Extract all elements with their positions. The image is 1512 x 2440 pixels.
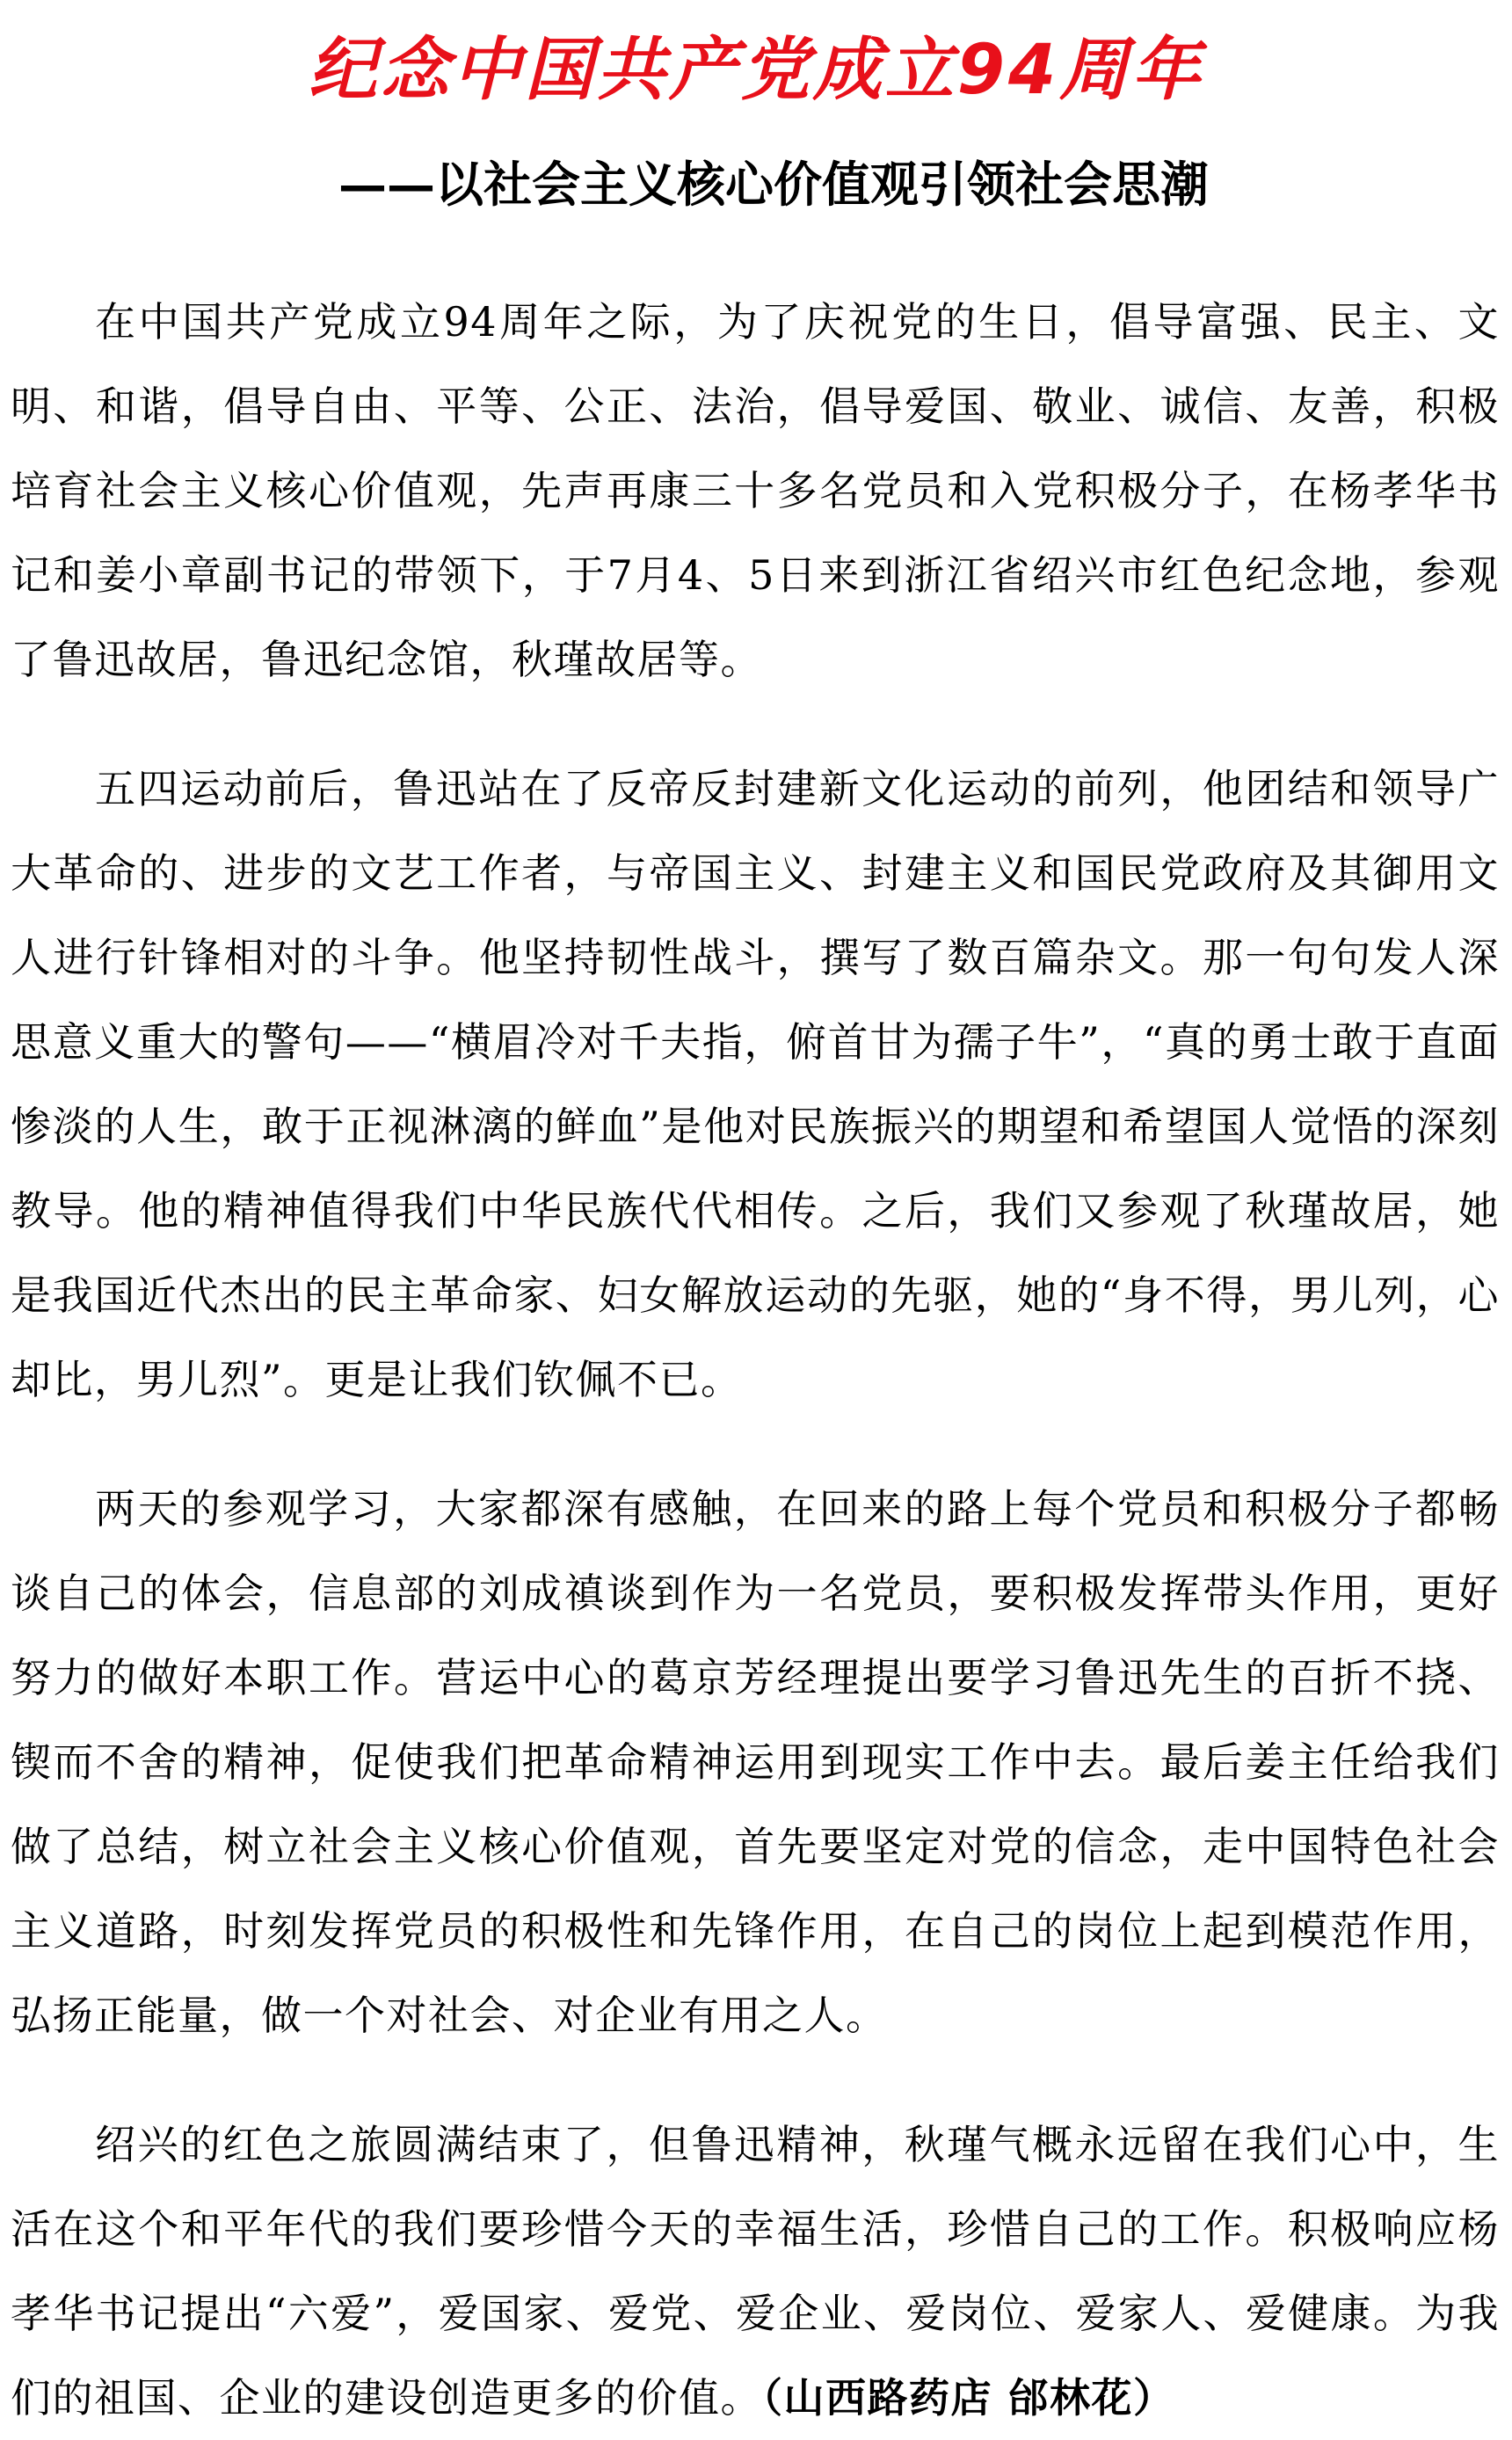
author-signature: （山西路药店 邰林花） xyxy=(762,2374,1175,2422)
paragraph-3: 两天的参观学习，大家都深有感触，在回来的路上每个党员和积极分子都畅谈自己的体会，信息部的刘成禛谈到作为一名党员，要积极发挥带头作用，更好努力的做好本职工作。营运中心的葛京芳经理提出要学习鲁迅先生的百折不挠、锲而不舍的精神，促使我们把革命精神运用到现实工作中去。最后姜主任给我们做了总结，树立社会主义核心价值观，首先要坚定对党的信念，走中国特色社会主义道路，时刻发挥党员的积极性和先锋作用，在自己的岗位上起到模范作用，弘扬正能量，做一个对社会、对企业有用之人。 xyxy=(11,1485,1500,2039)
article-body xyxy=(11,280,1500,2440)
paragraph-2: 五四运动前后，鲁迅站在了反帝反封建新文化运动的前列，他团结和领导广大革命的、进步的文艺工作者，与帝国主义、封建主义和国民党政府及其御用文人进行针锋相对的斗争。他坚持韧性战斗，撰写了数百篇杂文。那一句句发人深思意义重大的警句——“横眉冷对千夫指，俯首甘为孺子牛”，“真的勇士敢于直面惨淡的人生，敢于正视淋漓的鲜血”是他对民族振兴的期望和希望国人觉悟的深刻教导。他的精神值得我们中华民族代代相传。之后，我们又参观了秋瑾故居，她是我国近代杰出的民主革命家、妇女解放运动的先驱，她的“身不得，男儿列，心却比，男儿烈”。更是让我们钦佩不已。 xyxy=(11,765,1500,1403)
paragraph-4 xyxy=(11,2102,1500,2440)
paragraph-4-text: 绍兴的红色之旅圆满结束了，但鲁迅精神，秋瑾气概永远留在我们心中，生活在这个和平年代的我们要珍惜今天的幸福生活，珍惜自己的工作。积极响应杨孝华书记提出“六爱”，爱国家、爱党、爱企业、爱岗位、爱家人、爱健康。为我们的祖国、企业的建设创造更多的价值。 xyxy=(11,2121,1500,2422)
paragraph-1: 在中国共产党成立94周年之际，为了庆祝党的生日，倡导富强、民主、文明、和谐，倡导自由、平等、公正、法治，倡导爱国、敬业、诚信、友善，积极培育社会主义核心价值观，先声再康三十多名党员和入党积极分子，在杨孝华书记和姜小章副书记的带领下，于7月4、5日来到浙江省绍兴市红色纪念地，参观了鲁迅故居，鲁迅纪念馆，秋瑾故居等。 xyxy=(11,298,1500,683)
document-subtitle: ——以社会主义核心价值观引领社会思潮 xyxy=(338,156,1209,213)
document-title: 纪念中国共产党成立94周年 xyxy=(308,31,1204,110)
